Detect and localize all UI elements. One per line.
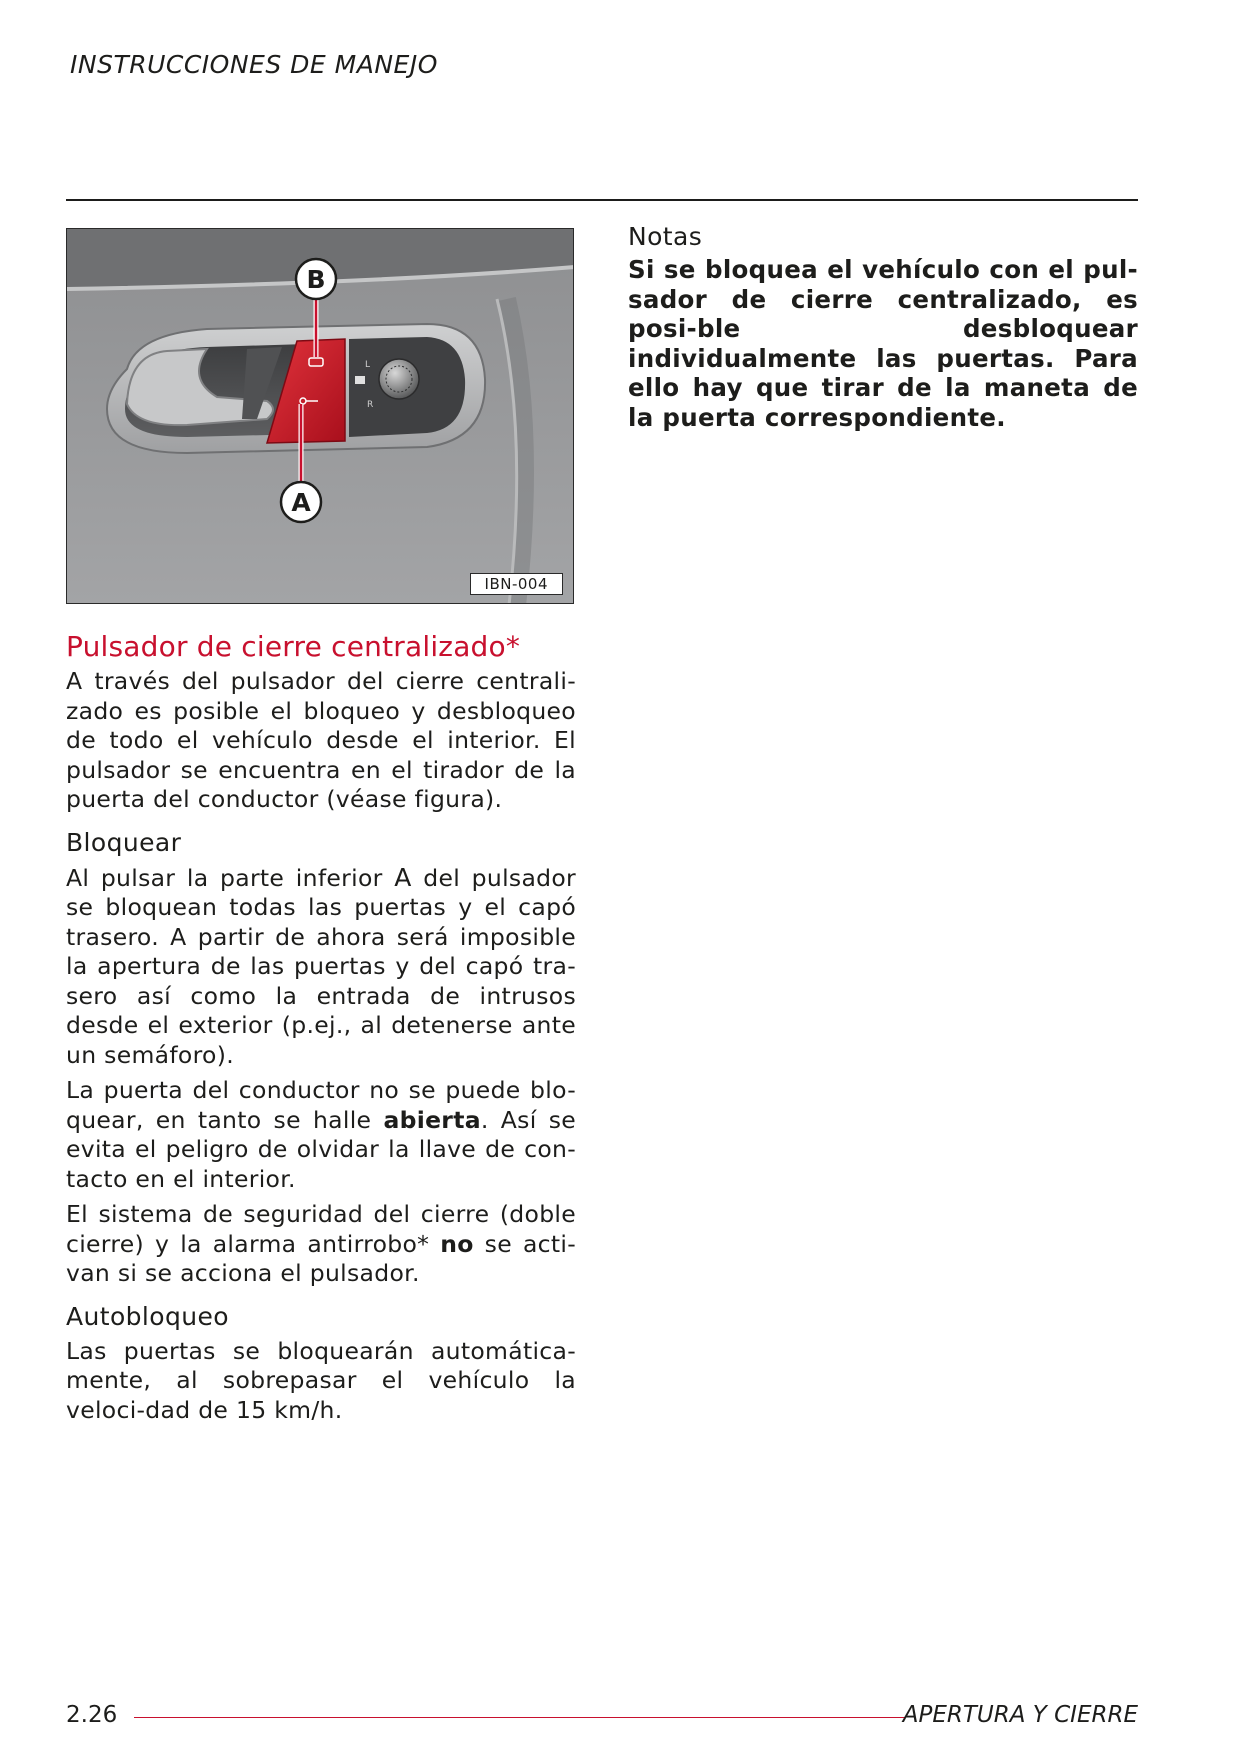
no-emphasis: no [440,1229,474,1258]
bloquear-p3-text-cont: se acti-van si se acciona el pulsador. [66,1229,576,1287]
bloquear-p2-text: La puerta del conductor no se puede blo-quear, en tanto se halle [66,1076,576,1134]
header-rule [66,199,1138,201]
bloquear-paragraph-3 [66,1200,576,1289]
footer-rule [134,1717,906,1718]
notes-heading: Notas [628,222,703,251]
running-header: INSTRUCCIONES DE MANEJO [70,50,438,79]
page-number: 2.26 [66,1702,118,1728]
chapter-title: APERTURA Y CIERRE [902,1702,1138,1728]
figure-code: IBN-004 [470,573,563,595]
autobloqueo-paragraph: Las puertas se bloquearán automática-mente, al sobrepasar el vehículo la veloci-dad de 15 km/h. [66,1336,576,1424]
main-section [66,630,576,1425]
svg-text:L: L [365,360,371,370]
abierta-emphasis: abierta [383,1105,481,1134]
autobloqueo-heading: Autobloqueo [66,1301,229,1331]
door-handle-figure [66,228,574,604]
callout-a-label: A [291,488,311,517]
bloquear-heading: Bloquear [66,827,182,857]
bloquear-paragraph-2 [66,1076,576,1194]
svg-text:R: R [367,400,374,410]
intro-paragraph: A través del pulsador del cierre centrali-zado es posible el bloqueo y desbloqueo de todo el vehículo desde el interior. El pulsador se encuentra en el tirador de la puerta del conductor (véase figura). [66,667,576,813]
notes-box [628,222,1138,432]
bloquear-paragraph-1 [66,863,576,1071]
notes-body: Si se bloquea el vehículo con el pul-sador de cierre centralizado, es posi-ble desbloquear individualmente las puertas. Para ello hay que tirar de la maneta de la puerta correspondiente. [628,255,1138,432]
bloquear-p1-text: Al pulsar la parte inferior [66,863,395,892]
bloquear-p1-text-cont: del pulsador se bloquean todas las puertas y el capó trasero. A partir de ahora será imposible la apertura de las puertas y del capó tra-sero así como la entrada de intrusos desde el exterior (p.ej., al detenerse ante un semáforo). [66,863,577,1069]
door-handle-illustration [67,229,574,604]
bloquear-p3-text: El sistema de seguridad del cierre (doble cierre) y la alarma antirrobo* [66,1200,576,1258]
section-title: Pulsador de cierre centralizado* [66,630,521,663]
button-a-reference: A [394,862,412,892]
bloquear-p2-text-cont: . Así se evita el peligro de olvidar la llave de con-tacto en el interior. [66,1105,576,1193]
callout-b-label: B [306,265,326,294]
